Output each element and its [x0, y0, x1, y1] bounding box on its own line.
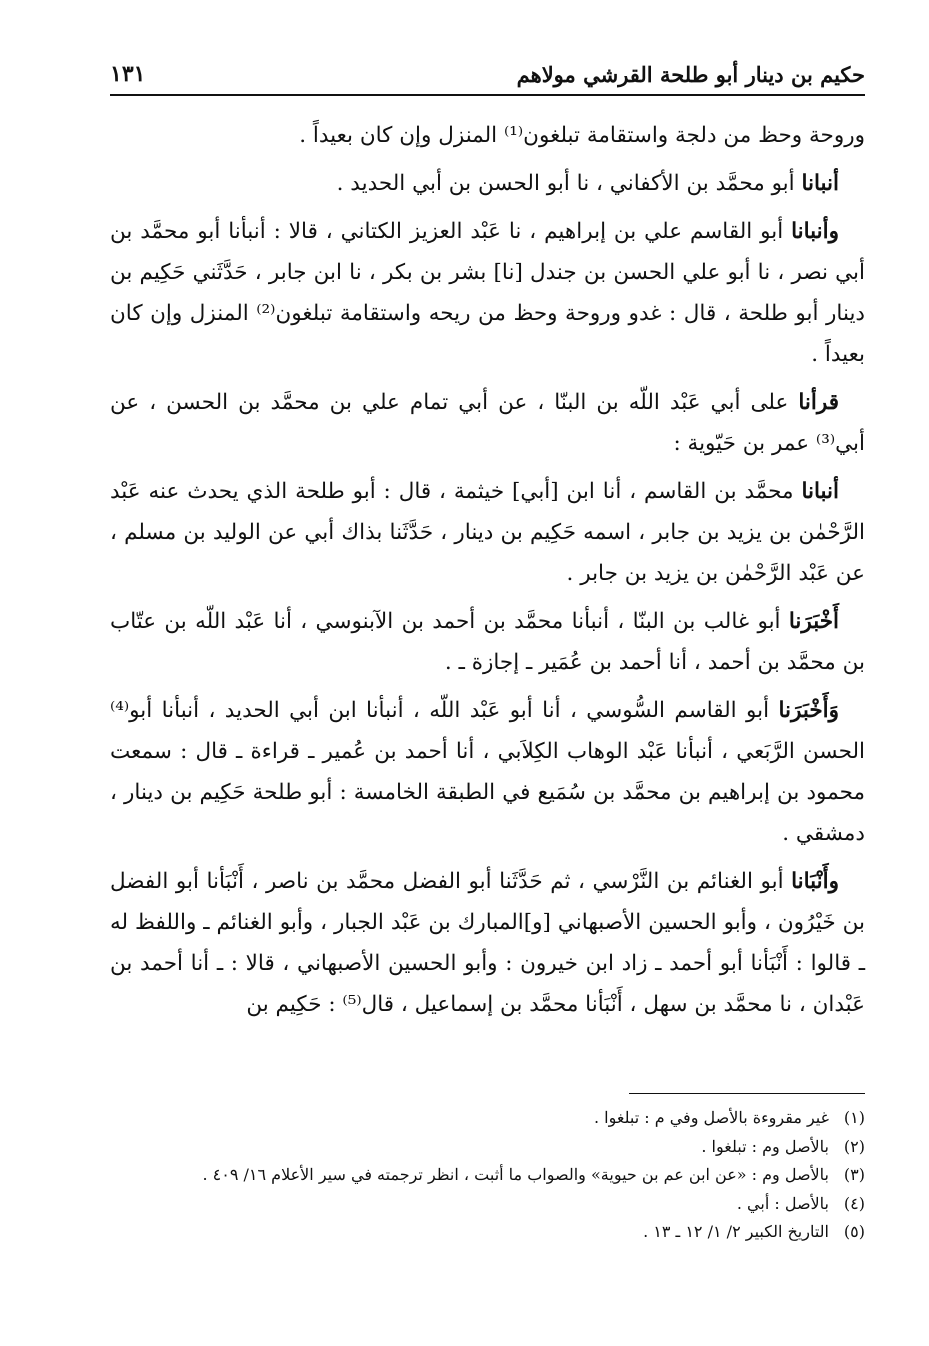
- footnote-text: بالأصل وم : تبلغوا .: [701, 1136, 829, 1156]
- footnote-number: (١): [843, 1108, 865, 1127]
- paragraph: وأنبانا أبو القاسم علي بن إبراهيم ، نا عَبْد العزيز الكتاني ، قالا : أنبأنا أبو محمَّد بن أبي نصر ، نا أبو علي الحسن بن جندل [نا] بشر بن بكر ، نا ابن جابر ، حَدَّثَني حَكِيم بن دينار أبو طلحة ، قال : غدو وروحة وحظ من ريحه واستقامة تبلغون⁽²⁾ المنزل وإن كان بعيداً .: [110, 219, 865, 367]
- transmission-term: أنبانا: [801, 479, 839, 504]
- transmission-term: وأنبانا: [791, 219, 839, 244]
- transmission-term: قرأنا: [798, 390, 839, 415]
- footnote-text: التاريخ الكبير ٢/ ١/ ١٢ ـ ١٣ .: [643, 1222, 829, 1241]
- footnote-number: (٤): [843, 1193, 865, 1213]
- transmission-term: أنبانا: [801, 171, 839, 196]
- paragraph: قرأنا على أبي عَبْد اللّه بن البنّا ، عن أبي تمام علي بن محمَّد بن الحسن ، عن أبي⁽³⁾ عمر بن حَيّوية :: [110, 390, 865, 456]
- header-divider: [110, 94, 865, 96]
- footnote: [110, 1218, 865, 1247]
- footnote: [110, 1104, 865, 1133]
- footnote-number: (٣): [843, 1165, 865, 1184]
- footnote: [110, 1161, 865, 1190]
- transmission-term: وَأَخْبَرَنا: [778, 698, 839, 723]
- footnote: [110, 1133, 865, 1162]
- paragraph: وروحة وحظ من دلجة واستقامة تبلغون⁽¹⁾ المنزل وإن كان بعيداً .: [299, 123, 865, 148]
- footnote-number: (٥): [843, 1222, 865, 1241]
- footnote-text: بالأصل وم : «عن ابن عم بن حيوية» والصواب ما أثبت ، انظر ترجمته في سير الأعلام ١٦/ ٤٠٩ .: [202, 1165, 829, 1184]
- running-title: حكيم بن دينار أبو طلحة القرشي مولاهم: [516, 61, 865, 87]
- main-text: [110, 115, 865, 1032]
- page-header: [110, 54, 865, 94]
- paragraph: وأَنْبَانا أبو الغنائم بن النَّرْسي ، ثم حَدَّثَنا أبو الفضل محمَّد بن ناصر ، أَنْبَأنا أبو الفضل بن خَيْرُون ، وأبو الحسين الأصبهاني [و]المبارك بن عَبْد الجبار ، وأبو الغنائم ـ واللفظ له ـ قالوا : أَنْبَأنا أبو أحمد ـ زاد ابن خيرون : وأبو الحسين الأصبهاني ، قالا : ـ أنا أحمد بن عَبْدان ، نا محمَّد بن سهل ، أَنْبَأنا محمَّد بن إسماعيل ، قال⁽⁵⁾ : حَكِيم بن: [110, 869, 866, 1017]
- footnote-text: غير مقروءة بالأصل وفي م : تبلغوا .: [593, 1108, 829, 1127]
- footnote-number: (٢): [843, 1136, 865, 1156]
- paragraph: أنبانا محمَّد بن القاسم ، أنا ابن [أبي] خيثمة ، قال : أبو طلحة الذي يحدث عنه عَبْد الرَّحْمٰن بن يزيد بن جابر ، اسمه حَكِيم بن دينار ، حَدَّثَنا بذاك أبي عن الوليد بن مسلم ، عن عَبْد الرَّحْمٰن بن يزيد بن جابر .: [110, 479, 865, 586]
- page-number: ١٣١: [110, 61, 146, 87]
- footnotes: [110, 1104, 865, 1247]
- footnote-text: بالأصل : أبي .: [736, 1193, 829, 1213]
- transmission-term: وأَنْبَانا: [791, 869, 839, 894]
- footnote: [110, 1190, 865, 1219]
- paragraph: أنبانا أبو محمَّد بن الأكفاني ، نا أبو الحسن بن أبي الحديد .: [336, 171, 839, 196]
- paragraph: أَخْبَرَنا أبو غالب بن البنّا ، أنبأنا محمَّد بن أحمد بن الآبنوسي ، أنا عَبْد اللّه بن عتّاب بن محمَّد بن أحمد ، أنا أحمد بن عُمَير ـ إجازة ـ .: [110, 609, 865, 675]
- footnote-divider: [629, 1093, 865, 1094]
- paragraph: وَأَخْبَرَنا أبو القاسم السُّوسي ، أنا أبو عَبْد اللّه ، أنبأنا ابن أبي الحديد ، أنبأنا أبو⁽⁴⁾ الحسن الرَّبَعي ، أنبأنا عَبْد الوهاب الكِلاَبي ، أنا أحمد بن عُمير ـ قراءة ـ قال : سمعت محمود بن إبراهيم بن محمَّد بن سُمَيع في الطبقة الخامسة : أبو طلحة حَكِيم بن دينار ، دمشقي .: [110, 698, 865, 846]
- transmission-term: أَخْبَرَنا: [788, 609, 839, 634]
